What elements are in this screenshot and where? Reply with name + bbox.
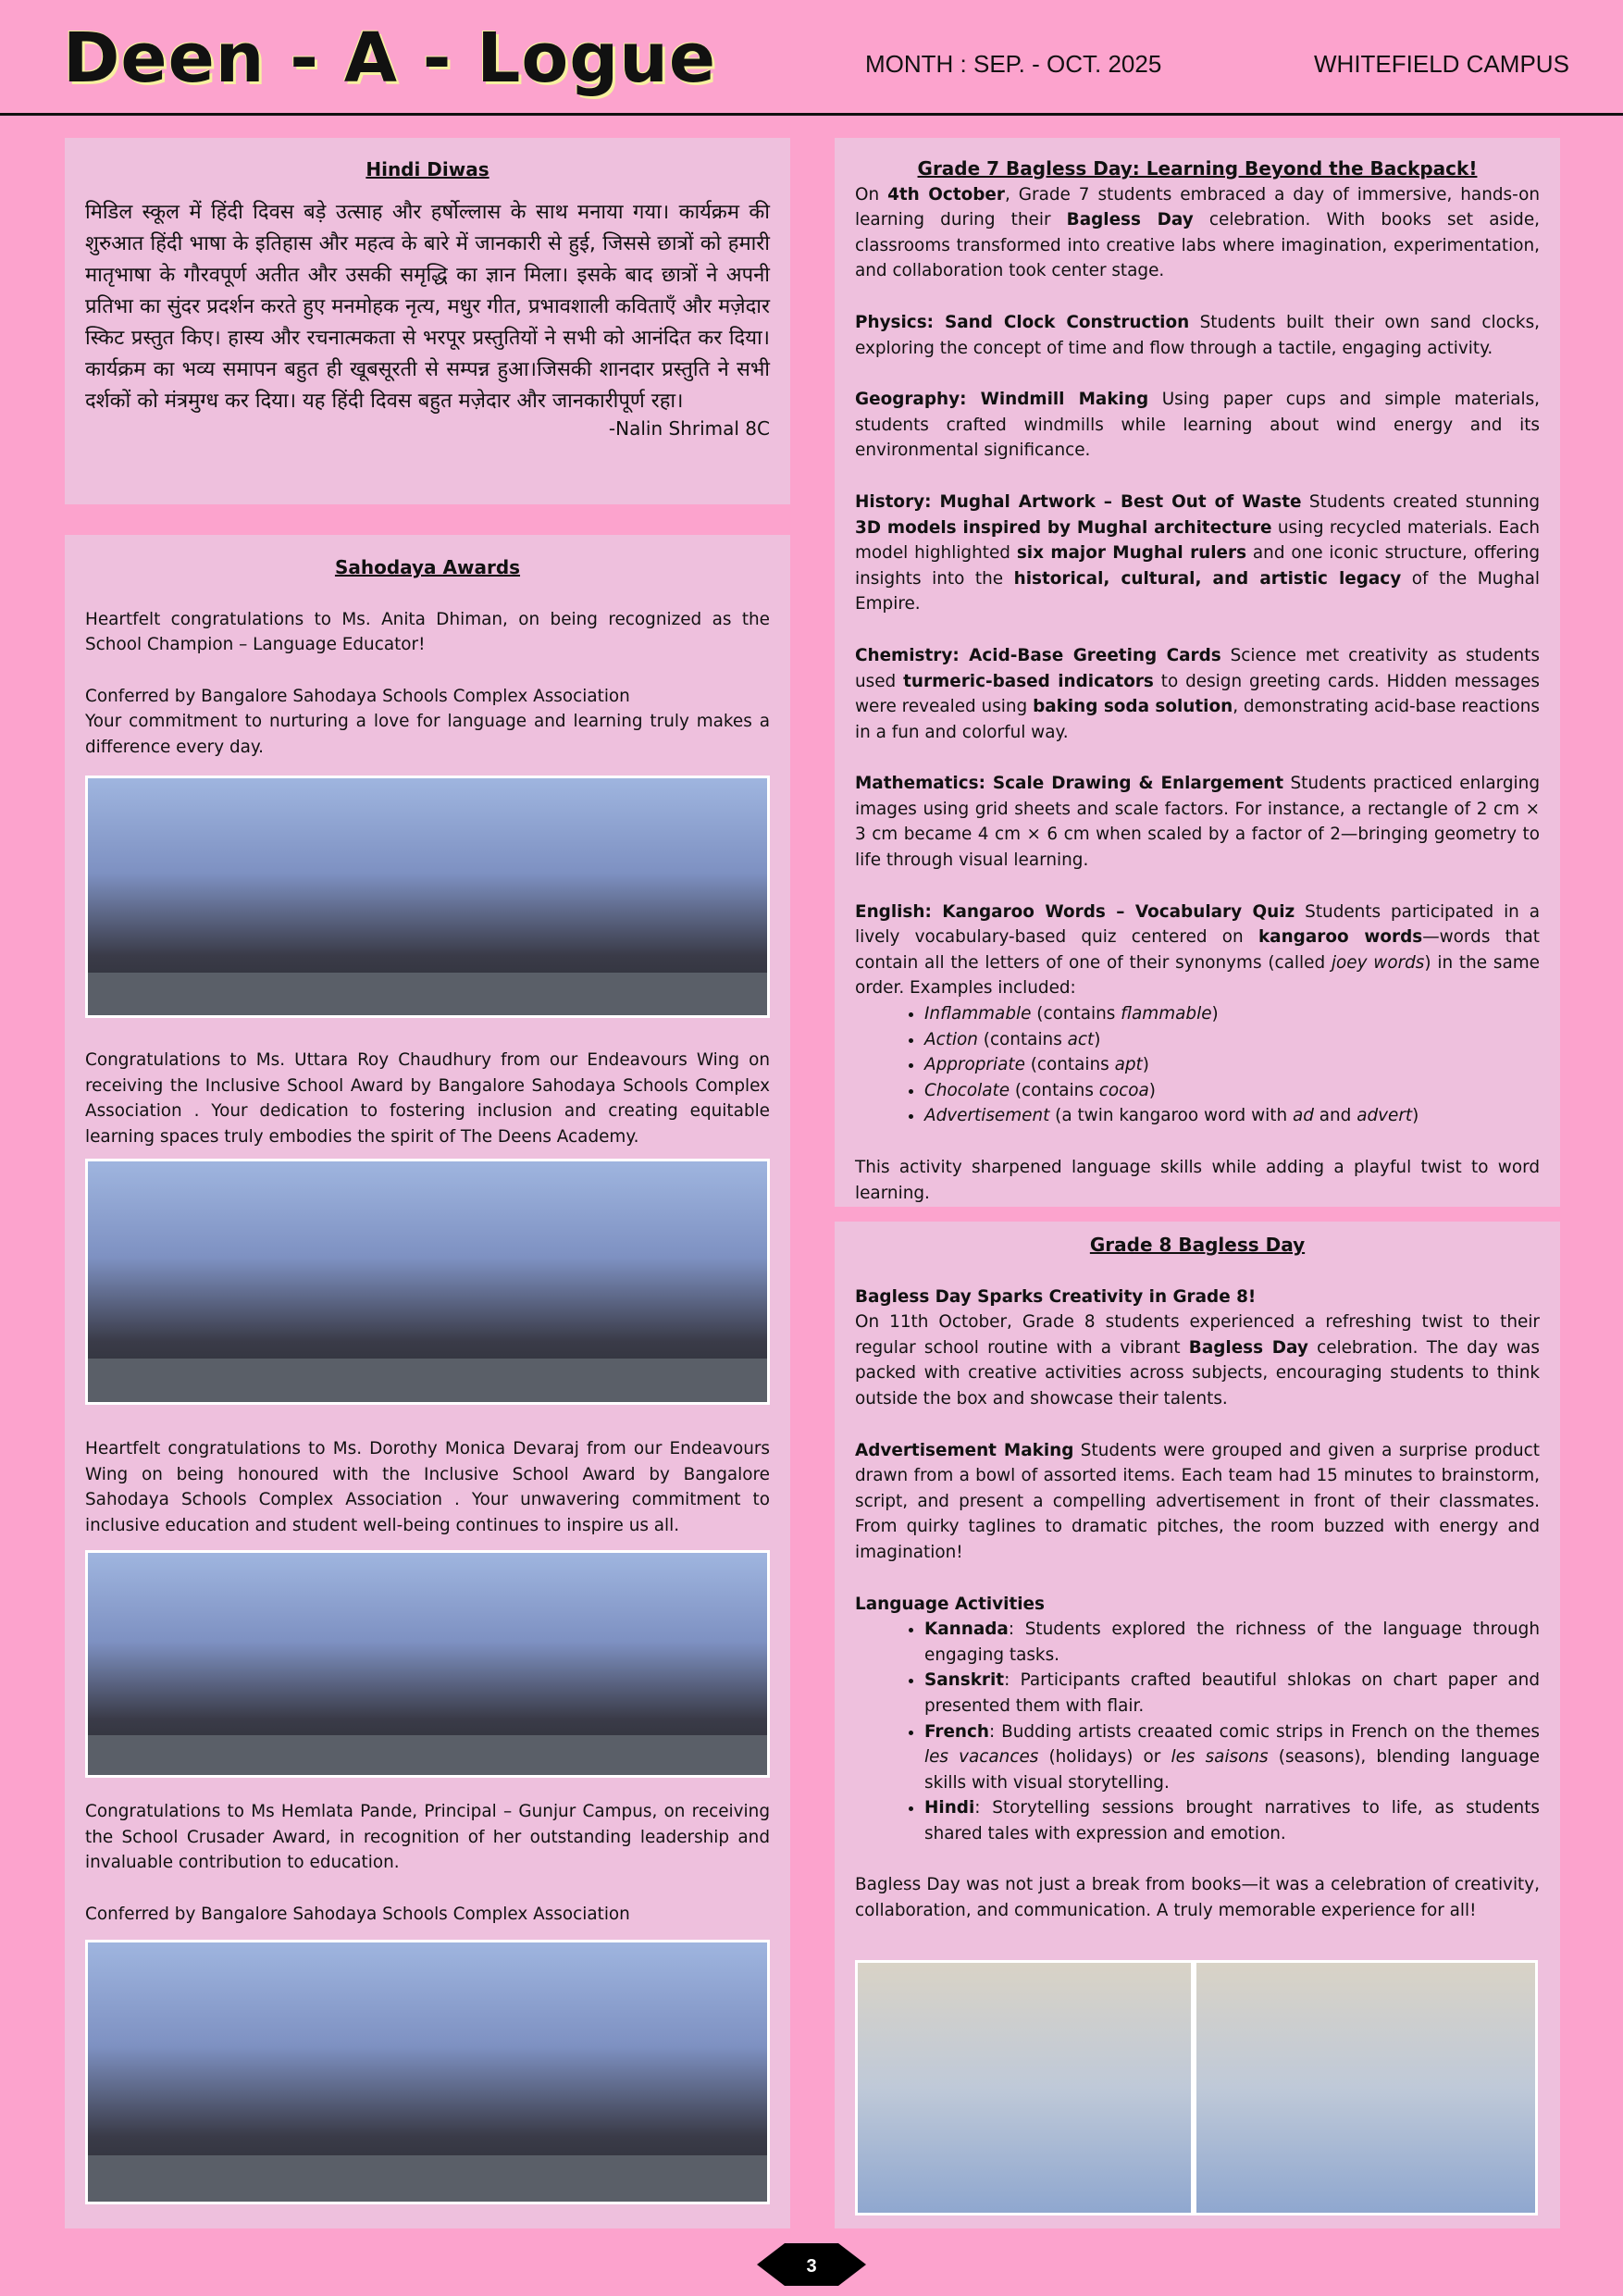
grade7-section xyxy=(835,138,1560,1207)
hindi-diwas-section xyxy=(65,138,790,504)
grade7-physics: Physics: Sand Clock Construction Students built their own sand clocks, exploring the concept of time and flow through a tactile, engaging activity. xyxy=(855,312,1541,358)
list-item: • Hindi: Storytelling sessions brought narratives to life, as students shared tales with expression and emotion. xyxy=(924,1795,1540,1846)
newsletter-logo: Deen - A - Logue xyxy=(63,19,717,98)
grade8-closing: Bagless Day was not just a break from books—it was a celebration of creativity, collaboration, and communication. A truly memorable experience for all! xyxy=(855,1875,1540,1921)
award-hemlata-text: Congratulations to Ms Hemlata Pande, Principal – Gunjur Campus, on receiving the School Crusader Award, in recognition of her outstanding leadership and invaluable contribution to education. xyxy=(85,1802,770,1873)
grade7-title: Grade 7 Bagless Day: Learning Beyond the Backpack! xyxy=(917,157,1478,180)
list-item: • Chocolate (contains cocoa) xyxy=(924,1078,1540,1104)
award-uttara-text: Congratulations to Ms. Uttara Roy Chaudhury from our Endeavours Wing on receiving the Inclusive School Award by Bangalore Sahodaya Schools Complex Association . Your dedication to fostering inclusion and creating equitable learning spaces truly embodies the spirit of The Deens Academy. xyxy=(85,1050,770,1147)
page-number-badge xyxy=(757,2243,866,2286)
list-item: • Advertisement (a twin kangaroo word with ad and advert) xyxy=(924,1103,1540,1129)
sahodaya-title: Sahodaya Awards xyxy=(334,556,521,578)
award-dorothy-text: Heartfelt congratulations to Ms. Dorothy Monica Devaraj from our Endeavours Wing on being honoured with the Inclusive School Award by Bangalore Sahodaya Schools Complex Association . Your unwavering commitment to inclusive education and student well-being continues to inspire us all. xyxy=(85,1439,770,1535)
grade8-title: Grade 8 Bagless Day xyxy=(1089,1234,1306,1256)
award-photo-anita xyxy=(85,776,770,1018)
hindi-diwas-body: मिडिल स्कूल में हिंदी दिवस बड़े उत्साह और हर्षोल्लास के साथ मनाया गया। कार्यक्रम की शुरुआत हिंदी भाषा के इतिहास और महत्व के बारे में जानकारी से हुई, जिससे छात्रों को हमारी मातृभाषा के गौरवपूर्ण अतीत और उसकी समृद्धि का ज्ञान मिला। इसके बाद छात्रों ने अपनी प्रतिभा का सुंदर प्रदर्शन करते हुए मनमोहक नृत्य, मधुर गीत, प्रभावशाली कविताएँ और मज़ेदार स्किट प्रस्तुत किए। हास्य और रचनात्मकता से भरपूर प्रस्तुतियों ने सभी को आनंदित कर दिया।कार्यक्रम का भव्य समापन बहुत ही खूबसूरती से सम्पन्न हुआ।जिसकी शानदार प्रस्तुति ने सभी दर्शकों को मंत्रमुग्ध कर दिया। यह हिंदी दिवस बहुत मज़ेदार और जानकारीपूर्ण रहा। xyxy=(85,201,770,413)
grade7-closing: This activity sharpened language skills while adding a playful twist to word learning. xyxy=(855,1158,1540,1203)
issue-month: MONTH : SEP. - OCT. 2025 xyxy=(865,50,1162,78)
grade7-maths: Mathematics: Scale Drawing & Enlargement Students practiced enlarging images using grid sheets and scale factors. For instance, a rectangle of 2 cm × 3 cm became 4 cm × 6 cm when scaled by a factor of 2—bringing geometry to life through visual learning. xyxy=(855,774,1540,871)
grade7-chemistry: Chemistry: Acid-Base Greeting Cards Science met creativity as students used turmeric-based indicators to design greeting cards. Hidden messages were revealed using baking soda solution, demonstrating acid-base reactions in a fun and colorful way. xyxy=(855,645,1540,742)
language-activities-list xyxy=(855,1617,1540,1846)
grade8-subtitle: Bagless Day Sparks Creativity in Grade 8! xyxy=(855,1286,1257,1307)
list-item: • Appropriate (contains apt) xyxy=(924,1052,1540,1078)
grade7-english: English: Kangaroo Words – Vocabulary Quiz Students participated in a lively vocabulary-based quiz centered on kangaroo words—words that contain all the letters of one of their synonyms (called joey words) in the same order. Examples included: xyxy=(855,901,1540,999)
award-anita-text: Heartfelt congratulations to Ms. Anita Dhiman, on being recognized as the School Champion – Language Educator! xyxy=(85,609,770,655)
grade8-advertisement: Advertisement Making Students were grouped and given a surprise product drawn from a bowl of assorted items. Each team had 15 minutes to brainstorm, script, and present a compelling advertisement in front of their classmates. From quirky taglines to dramatic pitches, the room buzzed with energy and imagination! xyxy=(855,1440,1541,1562)
list-item: • Inflammable (contains flammable) xyxy=(924,1001,1540,1027)
list-item: • Kannada: Students explored the richness of the language through engaging tasks. xyxy=(924,1617,1540,1668)
list-item: • French: Budding artists creaated comic strips in French on the themes les vacances (holidays) or les saisons (seasons), blending language skills with visual storytelling. xyxy=(924,1719,1540,1796)
hindi-diwas-title: Hindi Diwas xyxy=(365,158,489,180)
grade8-intro: On 11th October, Grade 8 students experienced a refreshing twist to their regular school routine with a vibrant Bagless Day celebration. The day was packed with creative activities across subjects, encouraging students to think outside the box and showcase their talents. xyxy=(855,1312,1540,1409)
page-header xyxy=(0,0,1623,116)
hindi-diwas-signature: -Nalin Shrimal 8C xyxy=(608,417,770,440)
award-photo-uttara xyxy=(85,1159,770,1405)
award-photo-dorothy xyxy=(85,1550,770,1778)
award-hemlata-conferred: Conferred by Bangalore Sahodaya Schools Complex Association xyxy=(85,1904,630,1924)
award-anita-conferred: Conferred by Bangalore Sahodaya Schools Complex Association xyxy=(85,686,630,706)
grade7-history: History: Mughal Artwork – Best Out of Waste Students created stunning 3D models inspired by Mughal architecture using recycled materials. Each model highlighted six major Mughal rulers and one iconic structure, offering insights into the historical, cultural, and artistic legacy of the Mughal Empire. xyxy=(855,491,1540,614)
award-photo-hemlata xyxy=(85,1940,770,2204)
page-number: 3 xyxy=(806,2256,817,2277)
award-anita-commitment: Your commitment to nurturing a love for language and learning truly makes a difference every day. xyxy=(85,712,770,757)
list-item: • Sanskrit: Participants crafted beautiful shlokas on chart paper and presented them with flair. xyxy=(924,1668,1540,1719)
kangaroo-examples-list xyxy=(855,1001,1540,1129)
campus-name: WHITEFIELD CAMPUS xyxy=(1314,50,1569,78)
grade8-students-photo xyxy=(855,1960,1538,2215)
grade7-intro: On 4th October, Grade 7 students embraced a day of immersive, hands-on learning during their Bagless Day celebration. With books set aside, classrooms transformed into creative labs where imagination, experimentation, and collaboration took center stage. xyxy=(855,184,1541,281)
grade8-language-heading: Language Activities xyxy=(855,1594,1045,1614)
list-item: • Action (contains act) xyxy=(924,1027,1540,1053)
grade7-geography: Geography: Windmill Making Using paper cups and simple materials, students crafted windmills while learning about wind energy and its environmental significance. xyxy=(855,390,1540,461)
